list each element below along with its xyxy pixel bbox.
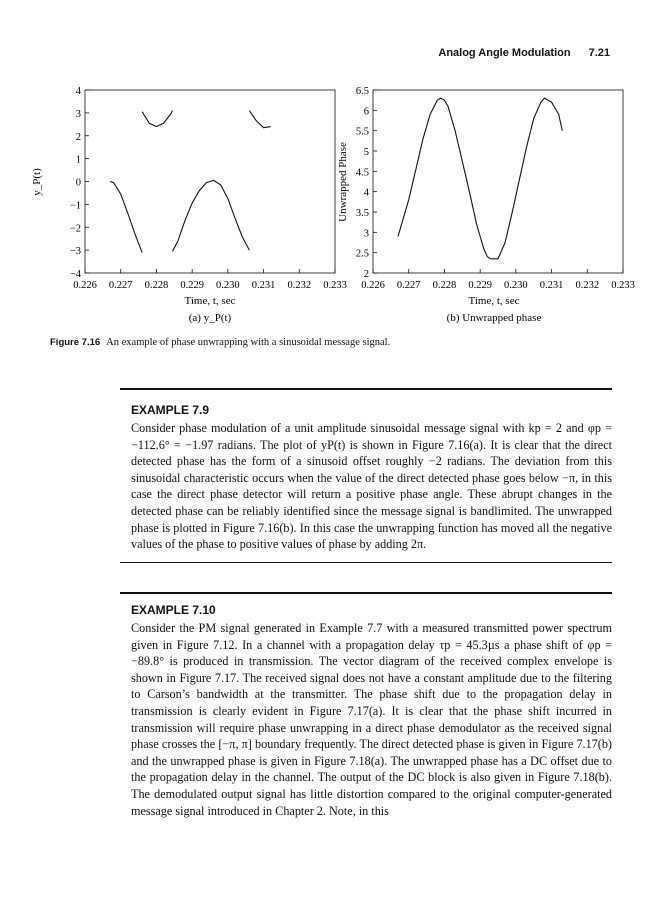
series-line-segment (142, 111, 172, 127)
x-tick-label: 0.229 (468, 280, 492, 291)
example-7-9 (131, 403, 612, 553)
series-line-segment (173, 180, 250, 251)
x-tick-label: 0.232 (287, 280, 312, 291)
subcaption: (b) Unwrapped phase (446, 312, 542, 324)
y-tick-label: 3.5 (355, 208, 369, 219)
y-tick-label: 2.5 (355, 248, 369, 260)
y-tick-label: 6 (363, 106, 369, 118)
x-tick-label: 0.230 (216, 280, 240, 291)
y-tick-label: −4 (69, 269, 81, 280)
x-tick-label: 0.232 (575, 280, 600, 291)
example-top-rule (120, 592, 612, 594)
series-line-segment (249, 111, 270, 128)
y-tick-label: 5.5 (355, 126, 369, 138)
figure-caption (50, 337, 390, 348)
example-7-10 (131, 603, 612, 819)
y-axis-label: Unwrapped Phase (337, 142, 349, 222)
signal-line (110, 111, 271, 253)
y-tick-label: −2 (69, 223, 81, 235)
y-tick-label: 4 (363, 187, 369, 199)
y-ticks (356, 86, 377, 280)
example-body: Consider phase modulation of a unit amplitude sinusoidal message signal with kp = 2 and φp = −112.6° = −1.97 radians. The plot of yP(t) is shown in Figure 7.16(a). It is clear that the direct detected phase has the form of a sinusoid offset roughly −2 radians. The deviation from this sinusoidal characteristic occurs when the value of the direct detected phase goes below −π, in this case the direct phase detector will return a positive phase angle. These abrupt changes in the detected phase can be reliably identified since the message signal is bandlimited. The unwrapped phase is plotted in Figure 7.16(b). In this case the unwrapping function has moved all the negative values of the phase to positive values of phase by adding 2π. (131, 421, 612, 552)
figure-label: Figure 7.16 (50, 337, 101, 348)
y-tick-label: 6.5 (355, 86, 369, 97)
x-tick-label: 0.226 (361, 280, 385, 291)
y-tick-label: −1 (69, 200, 81, 212)
unwrapped-phase-line (398, 98, 562, 259)
x-tick-label: 0.231 (539, 280, 564, 291)
example-title: EXAMPLE 7.10 (131, 603, 216, 617)
series-line-segment (110, 182, 142, 253)
x-tick-label: 0.226 (73, 280, 97, 291)
y-axis-label: y_P(t) (31, 168, 43, 196)
series-line-segment (398, 98, 562, 259)
y-tick-label: 3 (363, 228, 369, 240)
example-bottom-rule (120, 562, 612, 563)
x-tick-label: 0.230 (504, 280, 528, 291)
y-tick-label: 4 (75, 86, 81, 97)
example-title: EXAMPLE 7.9 (131, 403, 210, 417)
y-tick-label: −3 (69, 246, 81, 258)
subcaption: (a) y_P(t) (188, 312, 232, 324)
x-axis-label: Time, t, sec (468, 295, 520, 307)
example-top-rule (120, 388, 612, 390)
x-axis-label: Time, t, sec (184, 295, 236, 307)
x-tick-label: 0.227 (396, 280, 421, 291)
y-tick-label: 2 (75, 131, 81, 143)
y-tick-label: 2 (363, 269, 369, 280)
x-ticks (73, 269, 347, 291)
running-head (438, 47, 610, 59)
x-ticks (361, 269, 635, 291)
y-tick-label: 5 (363, 147, 369, 158)
x-tick-label: 0.233 (323, 280, 347, 291)
page-number: 7.21 (588, 47, 610, 59)
x-tick-label: 0.229 (180, 280, 204, 291)
y-tick-label: 3 (75, 108, 81, 120)
y-tick-label: 0 (75, 177, 81, 189)
figure-7-16b-plot (318, 80, 635, 330)
y-tick-label: 4.5 (355, 167, 369, 179)
chapter-title: Analog Angle Modulation (438, 47, 571, 59)
figure-caption-text: An example of phase unwrapping with a sinusoidal message signal. (106, 337, 391, 348)
x-tick-label: 0.228 (432, 280, 457, 291)
example-body: Consider the PM signal generated in Example 7.7 with a measured transmitted power spectrum given in Figure 7.12. In a channel with a propagation delay τp = 45.3µs a phase shift of φp = −89.8° is produced in transmission. The vector diagram of the received complex envelope is shown in Figure 7.17. The received signal does not have a constant amplitude due to the filtering to Carson’s bandwidth at the transmitter. The phase shift due to the propagation delay in transmission is clearly evident in Figure 7.17(a). It is clear that the phase shift incurred in transmission will require phase unwrapping in a direct phase demodulator as the received signal phase crosses the [−π, π] boundary frequently. The direct detected phase is given in Figure 7.17(b) and the unwrapped phase is given in Figure 7.18(a). The unwrapped phase has a DC offset due to the propagation delay in the channel. The output of the DC block is also given in Figure 7.18(b). The demodulated output signal has little distortion compared to the original computer-generated message signal introduced in Chapter 2. Note, in this (131, 621, 612, 818)
x-tick-label: 0.228 (144, 280, 169, 291)
x-tick-label: 0.227 (108, 280, 133, 291)
plot-frame (373, 90, 623, 273)
x-tick-label: 0.231 (251, 280, 276, 291)
x-tick-label: 0.233 (611, 280, 635, 291)
y-tick-label: 1 (75, 154, 81, 166)
y-ticks (70, 86, 89, 280)
